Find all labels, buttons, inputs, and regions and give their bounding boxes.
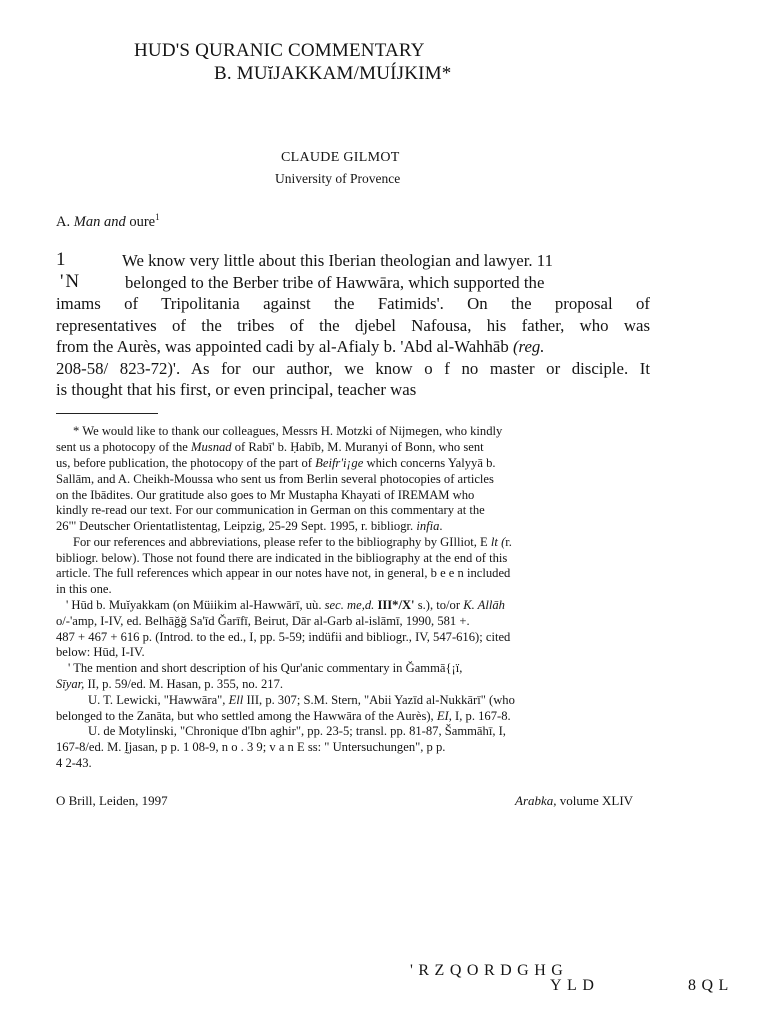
footnote-3-line-3: 487 + 467 + 616 p. (Introd. to the ed., I, pp. 5-59; indüfii and bibliogr., IV, 547-616); cited — [56, 630, 511, 644]
fn-text: ' Hūd b. Muĭyakkam (on Müiikim al-Hawwārī, uù. — [66, 598, 325, 612]
fn-italic: K. Allāh — [463, 598, 505, 612]
footnote-1-line-4: Sallām, and A. Cheikh-Moussa who sent us from Berlin several photocopies of articles — [56, 472, 494, 486]
body-line-1: We know very little about this Iberian theologian and lawyer. 11 — [122, 251, 553, 270]
title-line-1: HUD'S QURANIC COMMENTARY — [134, 40, 425, 61]
fn-text: . — [439, 519, 443, 533]
footnote-2-line-2: bibliogr. below). Those not found there are indicated in the bibliography at the end of this — [56, 551, 508, 565]
footnote-2-line-1 — [73, 535, 512, 551]
fn-text: s.), to/or — [414, 598, 464, 612]
author-affiliation: University of Provence — [275, 171, 401, 186]
fn-text: 26"' Deutscher Orientatlistentag, Leipzig, 25-29 Sept. 1995, r. bibliogr. — [56, 519, 417, 533]
margin-note-1: 1 — [56, 249, 68, 270]
watermark-line-2b: 8QL — [688, 977, 734, 994]
footnote-3-line-2: o/-'amp, I-IV, ed. Belhāğğ Sa'īd Ğarīfī, Beirut, Dār al-Garb al-islāmī, 1990, 581 +. — [56, 614, 470, 628]
footnote-3-line-4: below: Hūd, I-IV. — [56, 645, 145, 659]
section-heading-rest: oure — [125, 213, 156, 230]
fn-italic: infia — [416, 519, 440, 533]
section-heading-italic: Man and — [73, 213, 126, 230]
fn-italic: Ell — [228, 693, 244, 707]
body-line-4: representatives of the tribes of the djebel Nafousa, his father, who was — [56, 316, 650, 335]
footnote-5-line-2 — [56, 709, 511, 725]
body-line-5-text: from the Aurès, was appointed cadi by al-Afialy b. 'Abd al-Wahhāb — [56, 337, 509, 356]
footnote-1-line-6: kindly re-read our text. For our communication in German on this commentary at the — [56, 503, 485, 517]
footnote-rule — [56, 413, 158, 414]
footnote-6-line-1: U. de Motylinski, "Chronique d'Ibn aghir", pp. 23-5; transl. pp. 81-87, Šammāhī, I, — [88, 724, 506, 738]
fn-text: us, before publication, the photocopy of the part of — [56, 456, 316, 470]
footnote-3-line-1 — [66, 598, 505, 614]
footnote-1-line-5: on the Ibādites. Our gratitude also goes to Mr Mustapha Khayati of IREMAM who — [56, 488, 475, 502]
body-line-7: is thought that his first, or even principal, teacher was — [56, 380, 417, 399]
fn-text: For our references and abbreviations, please refer to the bibliography by GIlliot, E — [73, 535, 488, 549]
fn-text: belonged to the Zanāta, but who settled among the Hawwāra of the Aurès), — [56, 709, 437, 723]
section-heading-note: 1 — [155, 212, 160, 222]
title-line-2: B. MUĭJAKKAM/MUÍJKIM* — [214, 63, 452, 84]
footnote-1-line-1: * We would like to thank our colleagues, Messrs H. Motzki of Nijmegen, who kindly — [73, 424, 503, 438]
footnote-2-line-3: article. The full references which appear in our notes have not, in general, b e e n included — [56, 566, 511, 580]
footnote-2-line-4: in this one. — [56, 582, 112, 596]
fn-text: r. — [505, 535, 512, 549]
fn-text: sent us a photocopy of the — [56, 440, 192, 454]
fn-text: III, p. 307; S.M. Stern, "Abii Yazīd al-Nukkārī" (who — [243, 693, 515, 707]
body-line-3: imams of Tripolitania against the Fatimids'. On the proposal of — [56, 294, 650, 313]
fn-italic: Sīyar, — [56, 677, 85, 691]
footnote-6-line-3: 4 2-43. — [56, 756, 92, 770]
body-line-6: 208-58/ 823-72)'. As for our author, we know o f no master or disciple. It — [56, 359, 650, 378]
margin-note-2: 'N — [60, 271, 82, 292]
publisher-line: O Brill, Leiden, 1997 — [56, 793, 168, 808]
footnote-6-line-2: 167-8/ed. M. Ḭjasan, p p. 1 08-9, n o . 3 9; v a n E ss: " Untersuchungen", p p. — [56, 740, 446, 754]
section-heading — [56, 212, 160, 231]
body-line-5 — [56, 336, 545, 358]
fn-italic: sec. me,d. — [324, 598, 375, 612]
fn-text: which concerns Yalyyā b. — [363, 456, 496, 470]
watermark-line-1: 'RZQORDGHG — [410, 962, 569, 979]
fn-italic: Beifr'i¡ge — [315, 456, 364, 470]
fn-italic: Musnad — [191, 440, 232, 454]
footnote-1-line-3 — [56, 456, 496, 472]
fn-text: II, p. 59/ed. M. Hasan, p. 355, no. 217. — [84, 677, 284, 691]
footnote-5-line-1 — [88, 693, 515, 709]
footnote-4-line-2 — [56, 677, 283, 693]
body-line-2: belonged to the Berber tribe of Hawwāra, which supported the — [125, 273, 545, 292]
fn-italic: lt ( — [490, 535, 506, 549]
fn-bold: III*/X' — [374, 598, 415, 612]
fn-text: of Rabī' b. Ḥabīb, M. Muranyi of Bonn, who sent — [231, 440, 484, 454]
fn-italic: EI, — [436, 709, 452, 723]
watermark-line-2a: YLD — [550, 977, 600, 994]
journal-volume: volume XLIV — [556, 793, 634, 808]
section-heading-prefix: A. — [56, 213, 74, 230]
author-name: CLAUDE GILMOT — [281, 150, 400, 165]
fn-text: U. T. Lewicki, "Hawwāra", — [88, 693, 229, 707]
journal-name: Arabka, — [515, 793, 557, 808]
footnote-4-line-1: ' The mention and short description of his Qur'anic commentary in Ğammā{¡ï, — [68, 661, 463, 675]
footnote-1-line-2 — [56, 440, 484, 456]
footnote-1-line-7 — [56, 519, 443, 535]
fn-text: I, p. 167-8. — [451, 709, 511, 723]
body-line-5-italic: (reg. — [508, 337, 545, 356]
journal-line — [515, 793, 633, 809]
